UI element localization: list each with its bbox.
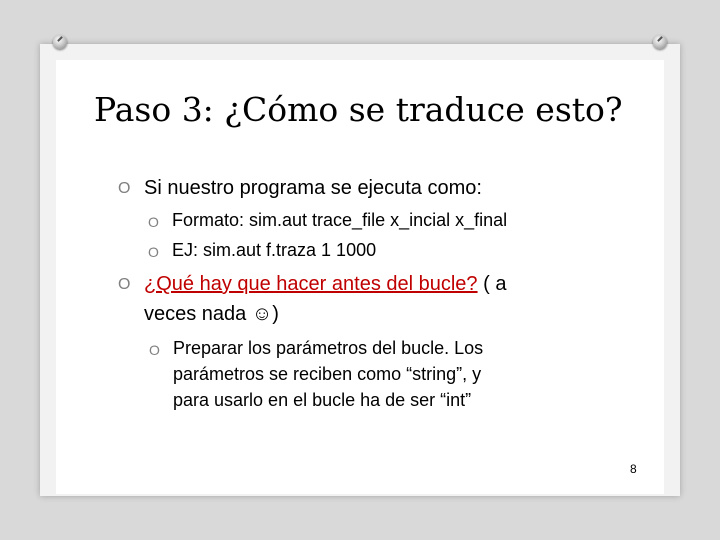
bullet-item: [118, 272, 507, 296]
sub-bullet-item: [148, 208, 508, 232]
bullet-text: ( a: [477, 273, 507, 295]
page-number: 8: [630, 462, 637, 476]
pushpin-icon: [653, 35, 667, 49]
sub-bullet-text: Formato: sim.aut trace_file x_incial x_final: [172, 210, 508, 230]
bullet-text: Si nuestro programa se ejecuta como:: [144, 177, 482, 199]
sub-bullet-text-continuation: para usarlo en el bucle ha de ser “int”: [173, 390, 472, 410]
bullet-marker: O: [149, 342, 160, 358]
bullet-marker: O: [148, 244, 159, 260]
pushpin-icon: [53, 35, 67, 49]
highlighted-question: ¿Qué hay que hacer antes del bucle?: [144, 273, 478, 295]
bullet-text-continuation: veces nada ☺): [144, 303, 279, 325]
sub-bullet-item: [148, 238, 377, 262]
bullet-item: [118, 176, 482, 200]
bullet-marker: O: [148, 214, 159, 230]
bullet-marker: O: [118, 276, 131, 293]
sub-bullet-text: Preparar los parámetros del bucle. Los: [173, 338, 484, 358]
slide-title: Paso 3: ¿Cómo se traduce esto?: [94, 90, 623, 129]
sub-bullet-text: EJ: sim.aut f.traza 1 1000: [172, 240, 377, 260]
bullet-marker: O: [118, 180, 131, 197]
sub-bullet-item: [149, 336, 484, 360]
sub-bullet-text-continuation: parámetros se reciben como “string”, y: [173, 364, 482, 384]
